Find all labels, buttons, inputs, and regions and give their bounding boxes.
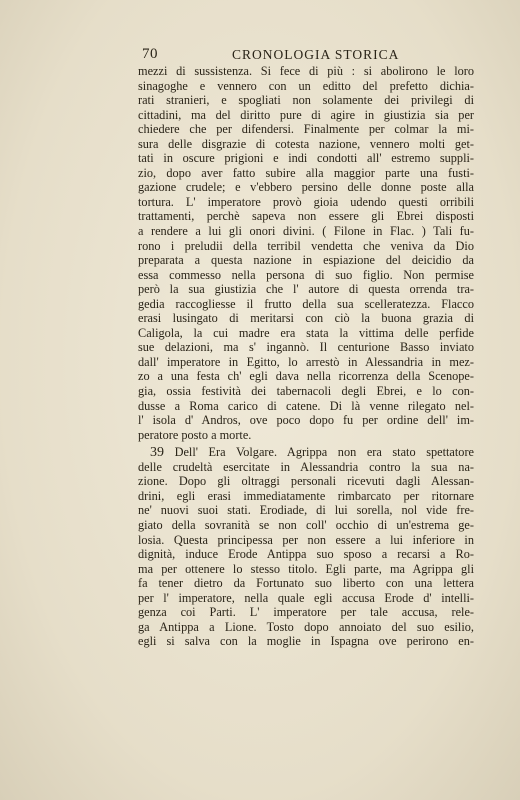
- text-line: sura delle disgrazie di cotesta nazione, vennero molti get-: [138, 136, 474, 151]
- text-line: Caligola, la cui madre era stata la vittima delle perfide: [138, 325, 474, 340]
- text-line: chiedere che per difendersi. Finalmente per colmar la mi-: [138, 122, 474, 137]
- text-line: a rendere a lui gli onori divini. ( Filone in Flac. ) Tali fu-: [138, 224, 474, 239]
- text-line: sinagoghe e vennero con un editto del prefetto dichia-: [138, 78, 474, 93]
- text-line: drini, egli erasi immediatamente rimbarcato per ritornare: [138, 488, 474, 503]
- text-line: zo a una festa ch' egli dava nella ricorrenza della Scenope-: [138, 369, 474, 384]
- text-line: dignità, induce Erode Antippa suo sposo a recarsi a Ro-: [138, 547, 474, 562]
- text-line: preparata a questa nazione in espiazione del deicidio da: [138, 253, 474, 268]
- text-line: fa tener dietro da Fortunato suo liberto con una lettera: [138, 576, 474, 591]
- text-line: delle crudeltà esercitate in Alessandria contro la sua na-: [138, 459, 474, 474]
- text-line: dall' imperatore in Egitto, lo arrestò in Alessandria in mez-: [138, 354, 474, 369]
- text-line: [138, 445, 474, 460]
- text-line: sue delazioni, ma s' ingannò. Il centurione Basso inviato: [138, 340, 474, 355]
- text-line: trattamenti, perchè sapeva non essere gli Ebrei disposti: [138, 209, 474, 224]
- text-line: essa commesso nella persona di suo figlio. Non permise: [138, 267, 474, 282]
- text-line: genza coi Parti. L' imperatore per tale accusa, rele-: [138, 605, 474, 620]
- text-line: erasi lusingato di meritarsi con ciò la buona grazia di: [138, 311, 474, 326]
- paragraph-2: [138, 445, 474, 649]
- body-text: [138, 64, 474, 649]
- text-line: ma per ottenere lo stesso titolo. Egli parte, ma Agrippa gli: [138, 561, 474, 576]
- text-line: zione. Dopo gli oltraggi personali ricevuti dagli Alessan-: [138, 474, 474, 489]
- page-number: 70: [142, 46, 158, 62]
- text-line: peratore posto a morte.: [138, 427, 252, 442]
- text-line: rati stranieri, e spogliati non solamente dei privilegi di: [138, 93, 474, 108]
- text-line: gazione crudele; e v'ebbero persino delle donne poste alla: [138, 180, 474, 195]
- text-line: però la sua giustizia che l' autore di questa orrenda tra-: [138, 282, 474, 297]
- text-line: ne' nuovi suoi stati. Erodiade, di lui sorella, nol vide fre-: [138, 503, 474, 518]
- text-line: giato della sovranità se non coll' occhio di un'estrema ge-: [138, 517, 474, 532]
- text-run: Dell' Era Volgare. Agrippa non era stato spettatore: [164, 445, 474, 460]
- page-header: [142, 46, 472, 66]
- text-line: egli si salva con la moglie in Ispagna ove perirono en-: [138, 634, 474, 649]
- text-line: gia, ossia festività dei tabernacoli degli Ebrei, e lo con-: [138, 384, 474, 399]
- text-line: l' isola d' Andros, ove poco dopo fu per ordine dell' im-: [138, 413, 474, 428]
- text-line: cittadini, ma del diritto pure di agire in giustizia sia per: [138, 107, 474, 122]
- text-line: tortura. L' imperatore provò gioia udendo questi orribili: [138, 194, 474, 209]
- year-number: 39: [150, 445, 164, 461]
- text-line: ga Antippa a Lione. Tosto dopo annoiato del suo esilio,: [138, 619, 474, 634]
- text-line: gedia raccogliesse il frutto della sua scelleratezza. Flacco: [138, 296, 474, 311]
- text-line: tati in oscure prigioni e indi condotti all' estremo suppli-: [138, 151, 474, 166]
- text-line: per l' imperatore, nella quale egli accusa Erode d' intelli-: [138, 590, 474, 605]
- running-title: CRONOLOGIA STORICA: [232, 47, 400, 62]
- paragraph-1: [138, 64, 474, 442]
- text-line: zio, dopo aver fatto subire alla maggior parte una fusti-: [138, 165, 474, 180]
- text-line: mezzi di sussistenza. Si fece di più : si abolirono le loro: [138, 64, 474, 78]
- text-line: rono i preludii della terribil vendetta che veniva da Dio: [138, 238, 474, 253]
- text-line: losia. Questa principessa per non essere a lui inferiore in: [138, 532, 474, 547]
- text-line: dusse a Roma carico di catene. Di là venne rilegato nel-: [138, 398, 474, 413]
